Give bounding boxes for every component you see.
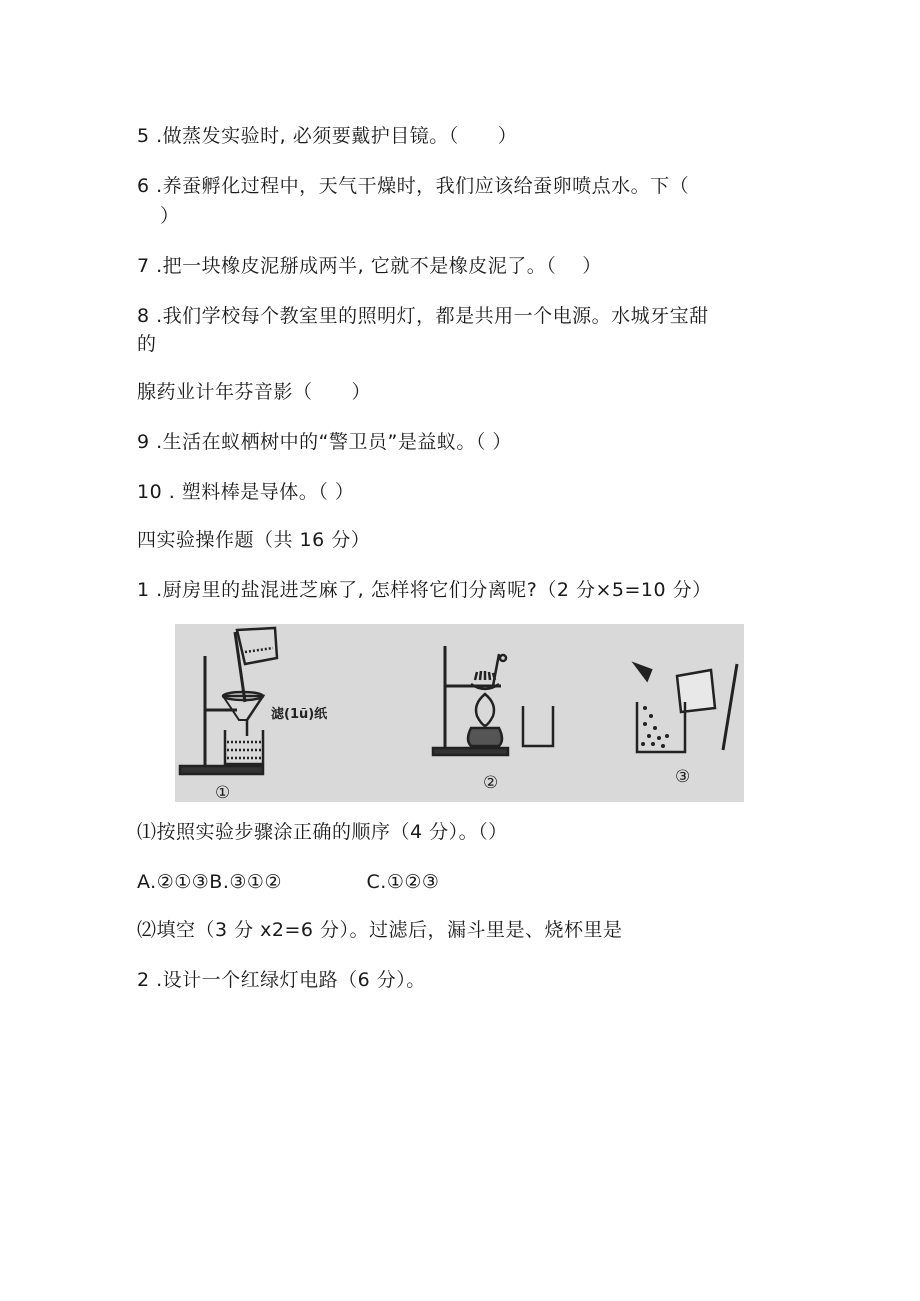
q8-line2: 的 bbox=[137, 333, 157, 355]
option-ab[interactable]: A.②①③B.③①② bbox=[137, 871, 282, 893]
q10: 10 . 塑料棒是导体。（ ） bbox=[137, 481, 355, 503]
filtration-apparatus bbox=[180, 628, 277, 774]
options-line bbox=[137, 868, 439, 896]
q7: 7 .把一块橡皮泥掰成两半, 它就不是橡皮泥了。（ ） bbox=[137, 255, 602, 277]
q8-line1: 8 .我们学校每个教室里的照明灯，都是共用一个电源。水城牙宝甜 bbox=[137, 305, 709, 327]
experiment-figure bbox=[175, 624, 744, 802]
section4-title: 四实验操作题（共 16 分） bbox=[137, 529, 371, 551]
q6-line2: ） bbox=[160, 205, 180, 227]
section4-sub1: ⑴按照实验步骤涂正确的顺序（4 分）。（） bbox=[137, 821, 508, 843]
section4-sub2: ⑵填空（3 分 x2=6 分）。过滤后，漏斗里是、烧杯里是 bbox=[137, 919, 623, 941]
q8-line3: 腺药业计年芬音影（ ） bbox=[137, 381, 372, 403]
section4-item1: 1 .厨房里的盐混进芝麻了, 怎样将它们分离呢?（2 分×5=10 分） bbox=[137, 579, 712, 601]
figure-label-3: ③ bbox=[675, 767, 691, 787]
q5: 5 .做蒸发实验时, 必须要戴护目镜。（ ） bbox=[137, 125, 518, 147]
figure-label-2: ② bbox=[483, 773, 499, 793]
evaporation-apparatus bbox=[433, 646, 553, 755]
q6-line1: 6 .养蚕孵化过程中，天气干燥时，我们应该给蚕卵喷点水。下（ bbox=[137, 175, 690, 197]
section4-item2: 2 .设计一个红绿灯电路（6 分）。 bbox=[137, 969, 426, 991]
dissolving-apparatus bbox=[635, 664, 737, 752]
q9: 9 .生活在蚁栖树中的“警卫员”是益蚁。（ ） bbox=[137, 431, 512, 453]
filter-paper-label: 滤(1ũ)纸 bbox=[271, 707, 328, 722]
option-c[interactable]: C.①②③ bbox=[366, 871, 440, 893]
figure-label-1: ① bbox=[215, 783, 231, 802]
